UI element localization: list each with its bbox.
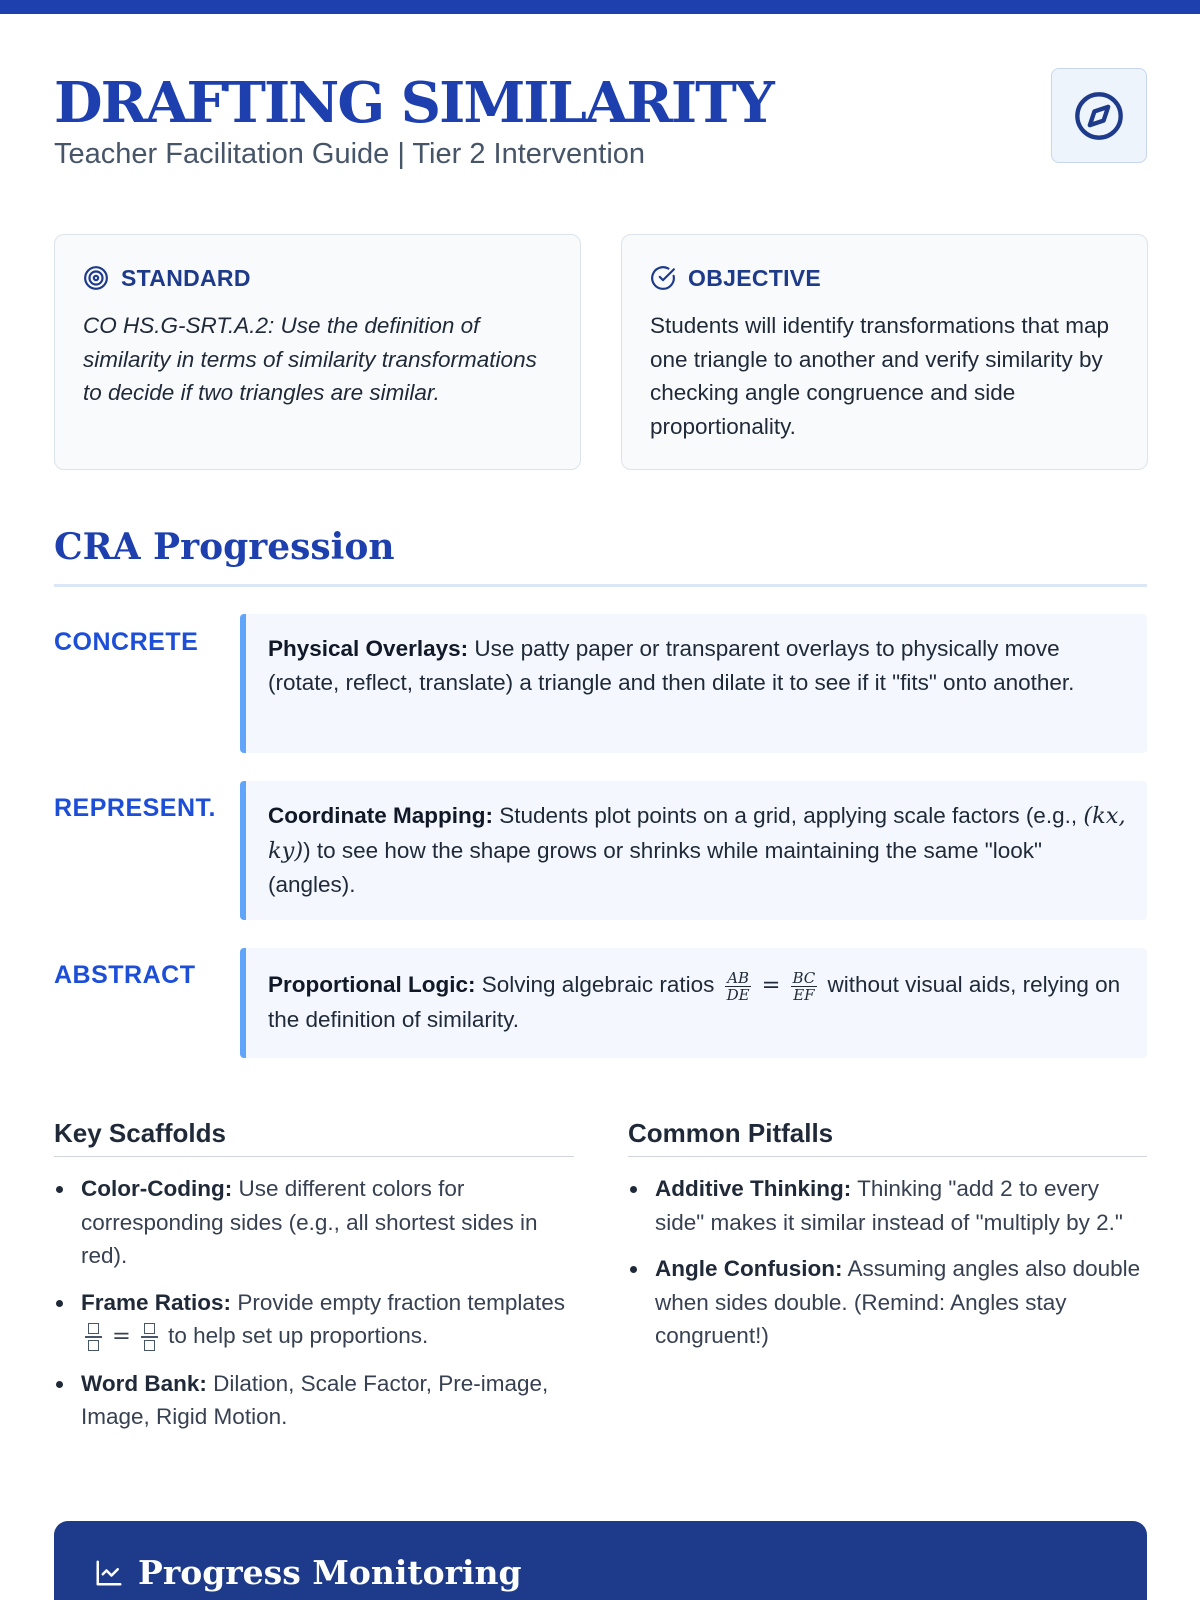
standard-text: CO HS.G-SRT.A.2: Use the definition of similarity in terms of similarity transformations to decide if two triangles are similar.: [83, 313, 537, 405]
scaffolds-title: Key Scaffolds: [54, 1118, 226, 1148]
ratio-fraction-ab-de: $\frac{AB}{DE}$: [726, 968, 750, 1004]
cra-label-abstract: ABSTRACT: [54, 961, 196, 989]
check-circle-icon: [650, 265, 676, 291]
objective-label: OBJECTIVE: [688, 264, 822, 291]
cra-box-concrete: [240, 614, 1147, 753]
page-subtitle: Teacher Facilitation Guide | Tier 2 Intervention: [54, 138, 646, 170]
pitfalls-list: [628, 1172, 1147, 1366]
page-title: DRAFTING SIMILARITY: [54, 70, 773, 136]
scaffolds-list: [54, 1172, 574, 1447]
top-accent-bar: [0, 0, 1200, 14]
progress-monitoring-panel: [54, 1521, 1147, 1600]
list-item: Frame Ratios: Provide empty fraction templates = to help set up proportions.: [54, 1286, 574, 1354]
empty-fraction-template-icon: [85, 1321, 102, 1353]
equals-sign: =: [761, 972, 781, 998]
compass-badge: [1051, 68, 1147, 163]
list-item: Additive Thinking: Thinking "add 2 to every side" makes it similar instead of "multiply by 2.": [628, 1172, 1147, 1239]
cra-box-representational: [240, 781, 1147, 920]
cra-term: Coordinate Mapping:: [268, 803, 493, 828]
list-item: Word Bank: Dilation, Scale Factor, Pre-image, Image, Rigid Motion.: [54, 1367, 574, 1434]
section-divider: [54, 584, 1147, 587]
progress-monitoring-title: Progress Monitoring: [138, 1553, 522, 1592]
cra-term: Proportional Logic:: [268, 972, 476, 997]
standard-label: STANDARD: [121, 264, 251, 291]
cra-text: Solving algebraic ratios: [481, 972, 715, 997]
scaffolds-divider: [54, 1156, 574, 1157]
target-icon: [83, 265, 109, 291]
pitfalls-divider: [628, 1156, 1147, 1157]
pitfalls-title: Common Pitfalls: [628, 1118, 834, 1148]
cra-section-title: CRA Progression: [54, 526, 395, 568]
cra-text: Use patty paper or transparent overlays to physically move (rotate, reflect, translate) a triangle and then dilate it to see if it "fits" onto another.: [268, 636, 1075, 695]
objective-text: Students will identify transformations that map one triangle to another and verify similarity by checking angle congruence and side proportionality.: [650, 313, 1109, 439]
standard-card: [54, 234, 581, 470]
cra-box-abstract: [240, 948, 1147, 1058]
cra-text: Students plot points on a grid, applying scale factors (e.g.,: [499, 803, 1078, 828]
cra-label-concrete: CONCRETE: [54, 628, 199, 656]
objective-card: [621, 234, 1148, 470]
cra-label-representational: REPRESENT.: [54, 794, 216, 822]
scale-factor-expression: (kx, ky): [268, 803, 1126, 864]
list-item: Angle Confusion: Assuming angles also double when sides double. (Remind: Angles stay congruent!): [628, 1252, 1147, 1353]
list-item: Color-Coding: Use different colors for corresponding sides (e.g., all shortest sides in red).: [54, 1172, 574, 1273]
empty-fraction-template-icon: [141, 1321, 158, 1353]
cra-text: ) to see how the shape grows or shrinks while maintaining the same "look" (angles).: [268, 837, 1042, 897]
ratio-fraction-bc-ef: $\frac{BC}{EF}$: [792, 968, 816, 1004]
cra-text: without visual aids, relying on the definition of similarity.: [268, 972, 1121, 1032]
compass-icon: [1073, 90, 1125, 142]
line-chart-icon: [94, 1558, 124, 1588]
cra-term: Physical Overlays:: [268, 636, 469, 661]
